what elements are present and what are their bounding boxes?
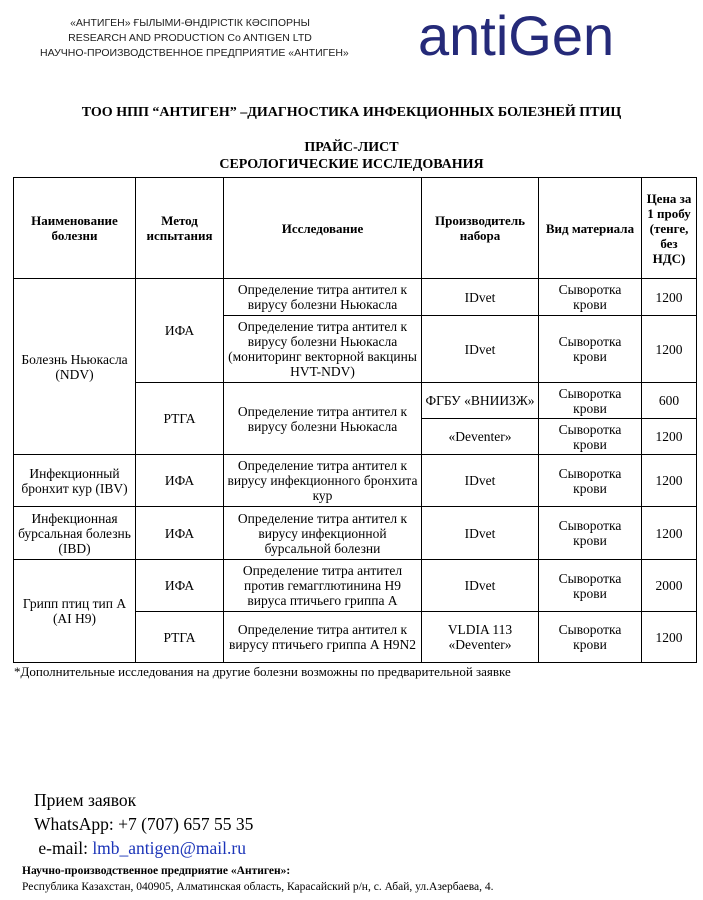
- cell-price: 2000: [642, 560, 697, 612]
- cell-manufacturer: IDvet: [422, 507, 539, 560]
- email-label: e-mail:: [38, 838, 93, 858]
- table-row: [14, 455, 697, 507]
- cell-method: ИФА: [136, 455, 224, 507]
- footer-org: Научно-производственное предприятие «Антиген»:: [22, 865, 291, 877]
- cell-price: 1200: [642, 455, 697, 507]
- cell-price: 1200: [642, 507, 697, 560]
- cell-study: Определение титра антител к вирусу болезни Ньюкасла: [224, 279, 422, 316]
- cell-price: 1200: [642, 279, 697, 316]
- header-line-kazakh: «АНТИГЕН» ҒЫЛЫМИ-ӨНДІРІСТІК КӘСІПОРНЫ: [70, 17, 310, 29]
- cell-material: Сыворотка крови: [539, 419, 642, 455]
- whatsapp-contact[interactable]: WhatsApp: +7 (707) 657 55 35: [34, 814, 254, 834]
- cell-material: Сыворотка крови: [539, 279, 642, 316]
- cell-disease: Болезнь Ньюкасла (NDV): [14, 279, 136, 455]
- table-header-row: [14, 178, 697, 279]
- cell-manufacturer: VLDIA 113 «Deventer»: [422, 612, 539, 663]
- email-link[interactable]: lmb_antigen@mail.ru: [92, 838, 246, 858]
- cell-method: ИФА: [136, 279, 224, 383]
- cell-material: Сыворотка крови: [539, 383, 642, 419]
- doc-title: ПРАЙС-ЛИСТ: [304, 140, 399, 155]
- cell-manufacturer: IDvet: [422, 560, 539, 612]
- header-manufacturer: Производитель набора: [422, 178, 539, 279]
- cell-material: Сыворотка крови: [539, 316, 642, 383]
- cell-method: РТГА: [136, 383, 224, 455]
- cell-study: Определение титра антител против гемагглютинина H9 вируса птичьего гриппа А: [224, 560, 422, 612]
- footer-address-block: [22, 863, 494, 895]
- cell-study: Определение титра антител к вирусу инфекционного бронхита кур: [224, 455, 422, 507]
- price-table: [13, 177, 697, 663]
- table-row: [14, 279, 697, 316]
- cell-manufacturer: IDvet: [422, 316, 539, 383]
- document-title-block: [0, 139, 703, 173]
- cell-method: ИФА: [136, 560, 224, 612]
- header-method: Метод испытания: [136, 178, 224, 279]
- cell-manufacturer: «Deventer»: [422, 419, 539, 455]
- footer-address: Республика Казахстан, 040905, Алматинская область, Карасайский р/н, с. Абай, ул.Азербаева, 4.: [22, 881, 494, 893]
- cell-manufacturer: IDvet: [422, 279, 539, 316]
- orders-label: Прием заявок: [34, 790, 137, 810]
- logo-text: antiGen: [418, 6, 615, 62]
- header-disease: Наименование болезни: [14, 178, 136, 279]
- table-row: [14, 560, 697, 612]
- cell-material: Сыворотка крови: [539, 507, 642, 560]
- cell-method: ИФА: [136, 507, 224, 560]
- email-line: [34, 836, 253, 860]
- cell-manufacturer: ФГБУ «ВНИИЗЖ»: [422, 383, 539, 419]
- cell-disease: Инфекционный бронхит кур (IBV): [14, 455, 136, 507]
- cell-material: Сыворотка крови: [539, 612, 642, 663]
- cell-material: Сыворотка крови: [539, 560, 642, 612]
- cell-study: Определение титра антител к вирусу болезни Ньюкасла: [224, 383, 422, 455]
- header-material: Вид материала: [539, 178, 642, 279]
- header-price: Цена за 1 пробу (тенге, без НДС): [642, 178, 697, 279]
- cell-price: 1200: [642, 612, 697, 663]
- cell-study: Определение титра антител к вирусу болезни Ньюкасла (мониторинг векторной вакцины HVT-NDV): [224, 316, 422, 383]
- cell-price: 600: [642, 383, 697, 419]
- contacts-block: [34, 788, 253, 860]
- cell-disease: Инфекционная бурсальная болезнь (IBD): [14, 507, 136, 560]
- header-line-english: RESEARCH AND PRODUCTION Co ANTIGEN LTD: [68, 32, 312, 44]
- company-title: ТОО НПП “АНТИГЕН” –ДИАГНОСТИКА ИНФЕКЦИОННЫХ БОЛЕЗНЕЙ ПТИЦ: [81, 105, 622, 120]
- cell-disease: Грипп птиц тип А (AI H9): [14, 560, 136, 663]
- cell-study: Определение титра антител к вирусу инфекционной бурсальной болезни: [224, 507, 422, 560]
- footnote: *Дополнительные исследования на другие болезни возможны по предварительной заявке: [14, 664, 511, 679]
- antigen-logo: [418, 6, 688, 62]
- cell-method: РТГА: [136, 612, 224, 663]
- cell-price: 1200: [642, 316, 697, 383]
- header-line-russian: НАУЧНО-ПРОИЗВОДСТВЕННОЕ ПРЕДПРИЯТИЕ «АНТИГЕН»: [40, 47, 349, 59]
- header-org-names: [40, 16, 349, 61]
- doc-subtitle: СЕРОЛОГИЧЕСКИЕ ИССЛЕДОВАНИЯ: [219, 157, 484, 172]
- cell-manufacturer: IDvet: [422, 455, 539, 507]
- cell-price: 1200: [642, 419, 697, 455]
- cell-study: Определение титра антител к вирусу птичьего гриппа А H9N2: [224, 612, 422, 663]
- table-row: [14, 507, 697, 560]
- cell-material: Сыворотка крови: [539, 455, 642, 507]
- header-study: Исследование: [224, 178, 422, 279]
